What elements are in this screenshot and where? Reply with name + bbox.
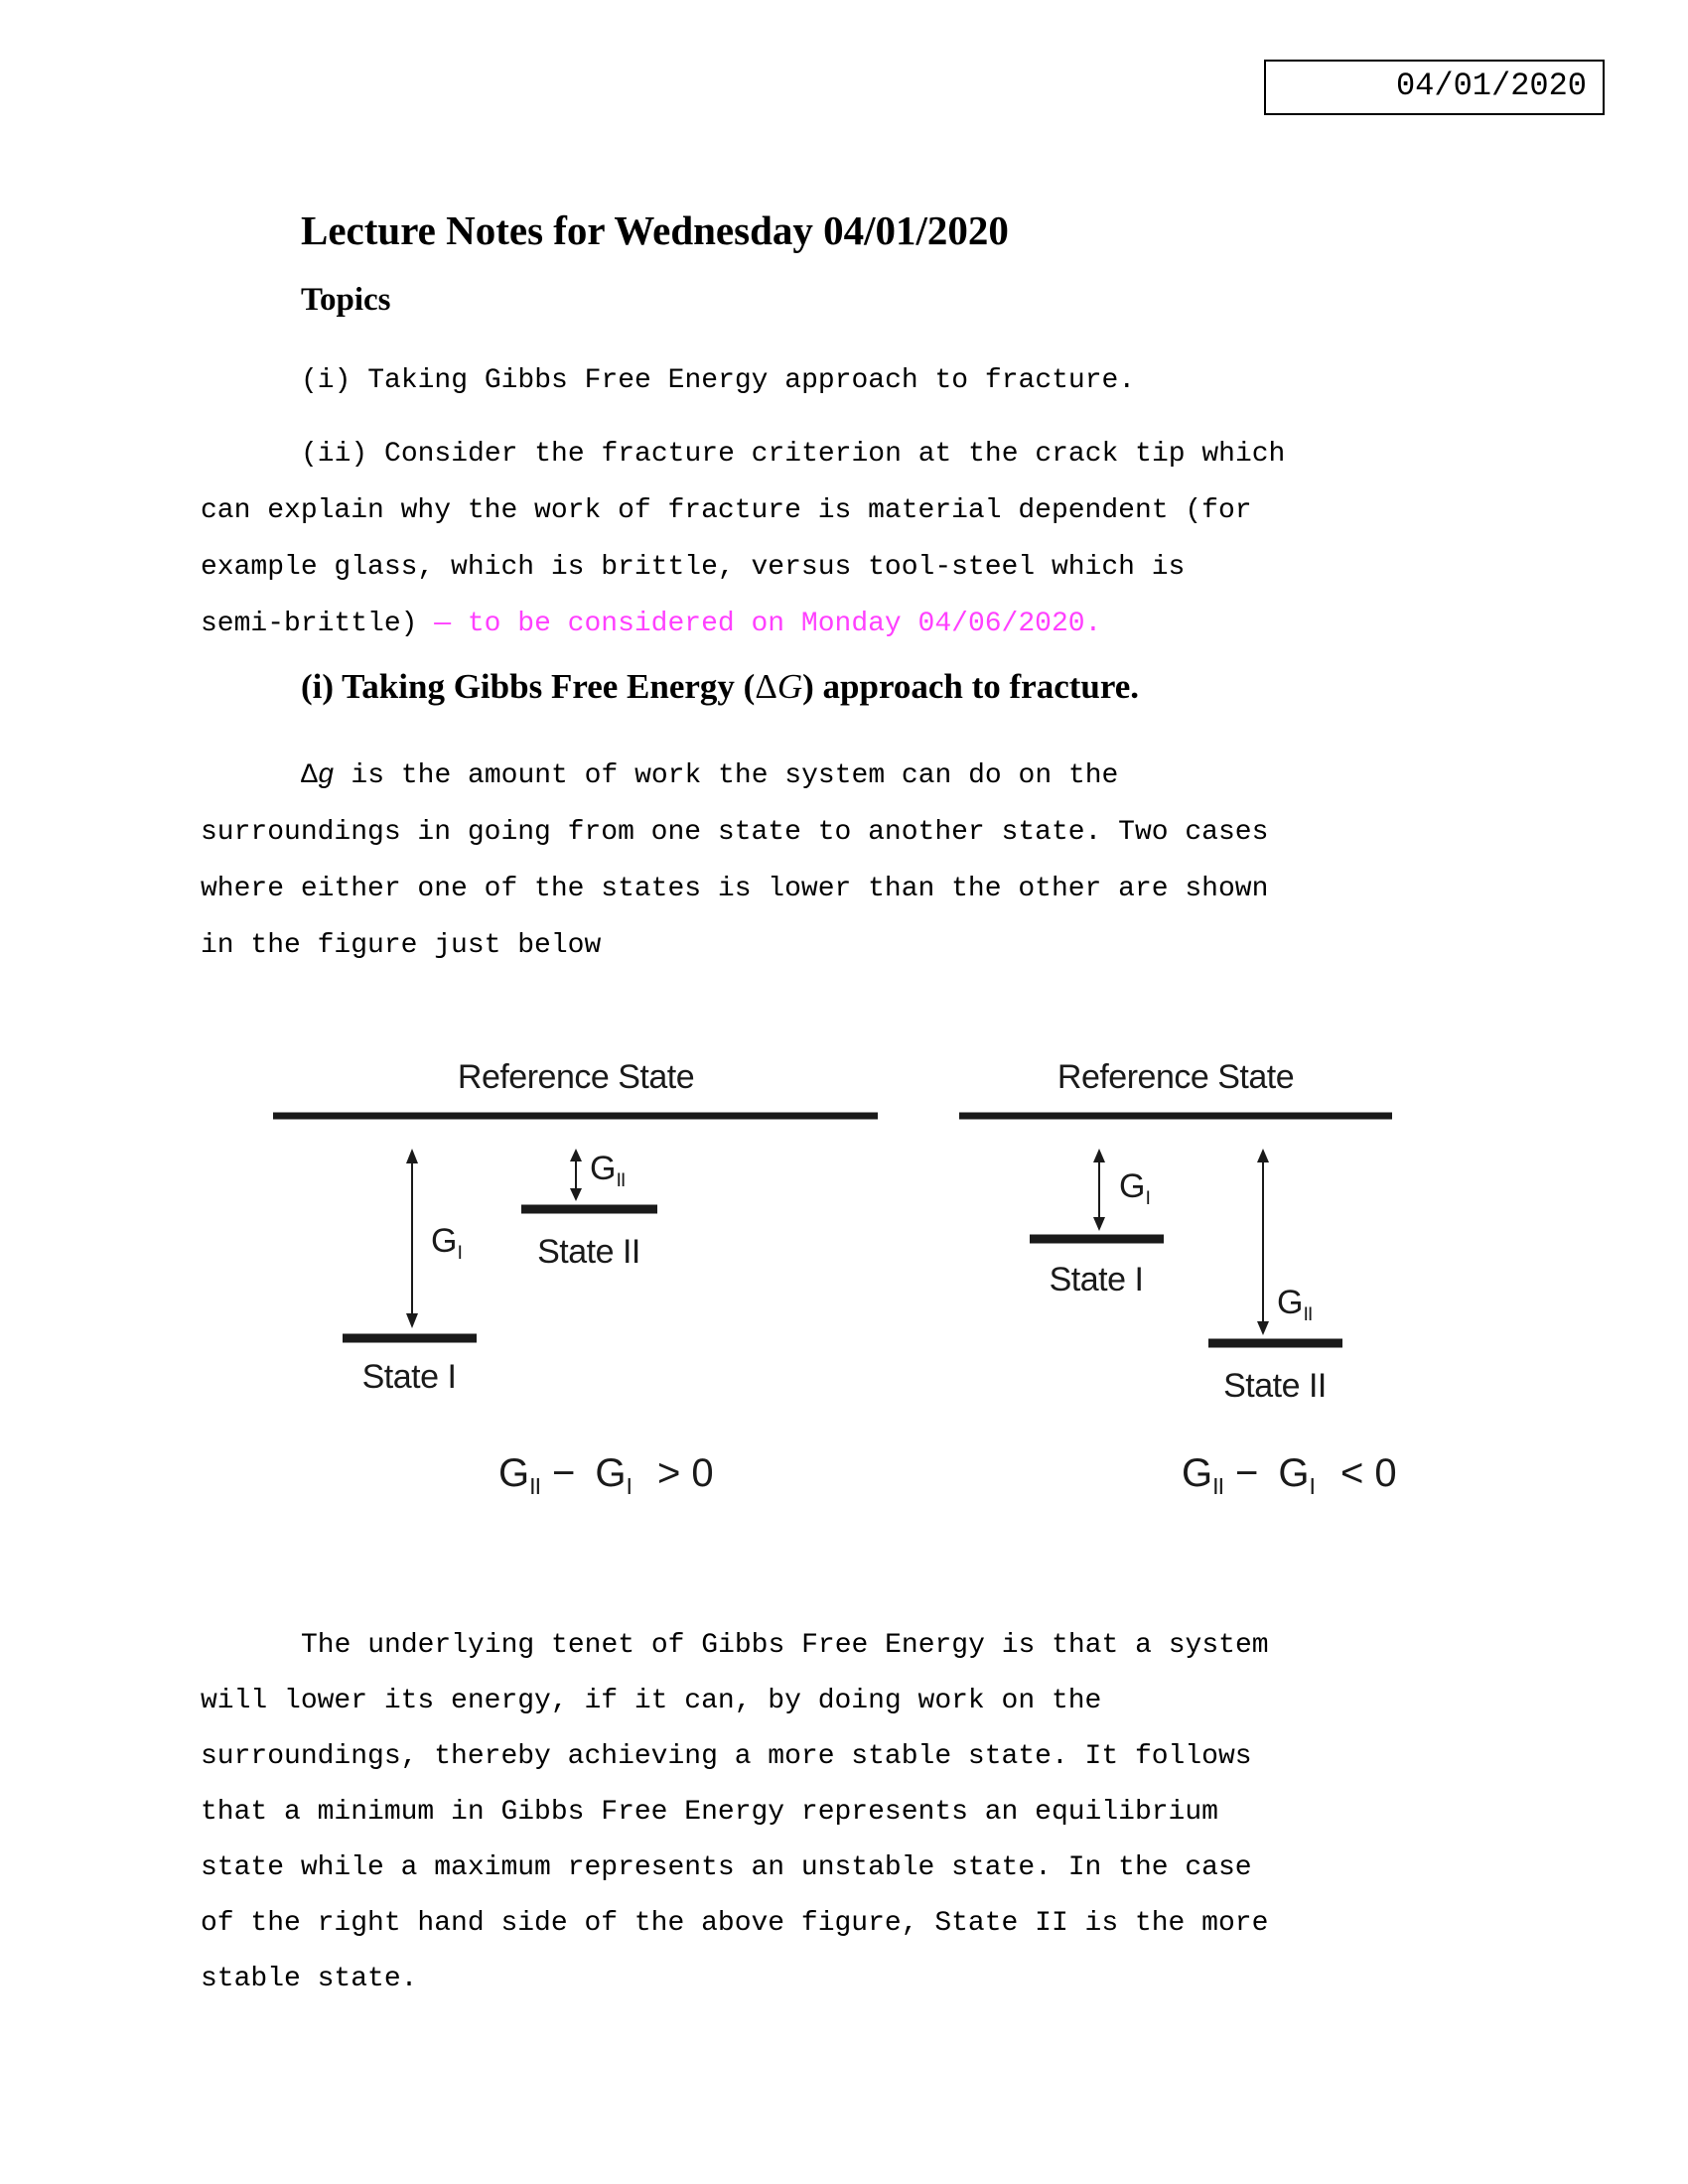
- g1-sub: I: [1145, 1186, 1150, 1209]
- formula-left-g1: G: [595, 1451, 627, 1495]
- date-text: 04/01/2020: [1395, 68, 1587, 104]
- state1-label-left: State I: [361, 1358, 457, 1396]
- state2-label-right: State II: [1223, 1367, 1327, 1405]
- para2-line2: will lower its energy, if it can, by doing work on the: [201, 1686, 1102, 1716]
- g2-base: G: [1277, 1284, 1304, 1321]
- para2-line3: surroundings, thereby achieving a more stable state. It follows: [201, 1741, 1252, 1772]
- g1-base: G: [1119, 1167, 1146, 1205]
- topic-item-ii-line2: can explain why the work of fracture is material dependent (for: [201, 495, 1252, 526]
- delta-g-delta: Δ: [301, 760, 318, 791]
- g2-label-right: [1277, 1284, 1313, 1325]
- formula-left: [498, 1451, 714, 1500]
- topic-item-ii-line3: example glass, which is brittle, versus tool-steel which is: [201, 552, 1186, 583]
- formula-left-g2-sub: II: [529, 1473, 541, 1500]
- g2-label-left: [590, 1150, 626, 1191]
- para2-line7: stable state.: [201, 1964, 418, 1994]
- formula-right-g1: G: [1278, 1451, 1310, 1495]
- formula-left-minus: −: [552, 1451, 576, 1495]
- formula-left-g1-sub: I: [626, 1473, 632, 1500]
- para1-line3: where either one of the states is lower than the other are shown: [201, 874, 1269, 904]
- due-date-note: — to be considered on Monday 04/06/2020.: [434, 609, 1102, 639]
- delta-g-g: g: [317, 760, 335, 791]
- topic-item-ii-line1: (ii) Consider the fracture criterion at the crack tip which: [301, 439, 1286, 470]
- para1-line1-rest: is the amount of work the system can do on the: [334, 760, 1119, 791]
- g1-arrow-left: [406, 1149, 418, 1328]
- formula-right-g2: G: [1182, 1451, 1213, 1495]
- g2-sub: II: [616, 1168, 626, 1191]
- reference-state-label-left: Reference State: [457, 1058, 695, 1096]
- formula-left-g2: G: [498, 1451, 530, 1495]
- g1-label-left: [431, 1222, 462, 1264]
- g1-base: G: [431, 1222, 458, 1260]
- page-title: Lecture Notes for Wednesday 04/01/2020: [301, 207, 1009, 253]
- line4-black-part: semi-brittle): [201, 609, 435, 639]
- g-symbol: G: [776, 667, 803, 706]
- topics-heading: Topics: [301, 282, 391, 318]
- g2-base: G: [590, 1150, 617, 1187]
- section-heading: [301, 667, 1139, 707]
- g2-arrow-left: [570, 1149, 582, 1201]
- state2-label-left: State II: [537, 1233, 640, 1271]
- section-heading-prefix: (i) Taking Gibbs Free Energy (: [301, 667, 756, 706]
- para2-line6: of the right hand side of the above figure, State II is the more: [201, 1908, 1269, 1939]
- para1-line1: [301, 749, 1118, 803]
- formula-right-g1-sub: I: [1309, 1473, 1315, 1500]
- para1-line4: in the figure just below: [201, 930, 602, 961]
- topic-item-i: (i) Taking Gibbs Free Energy approach to fracture.: [301, 365, 1136, 396]
- g1-sub: I: [457, 1241, 462, 1264]
- section-heading-suffix: ) approach to fracture.: [802, 667, 1140, 706]
- para2-line5: state while a maximum represents an unstable state. In the case: [201, 1852, 1252, 1883]
- formula-right-g2-sub: II: [1212, 1473, 1224, 1500]
- g2-arrow-right: [1257, 1149, 1269, 1335]
- g2-sub: II: [1303, 1302, 1313, 1325]
- delta-symbol: Δ: [755, 667, 777, 706]
- state1-label-right: State I: [1049, 1261, 1144, 1298]
- g1-label-right: [1119, 1167, 1150, 1209]
- formula-right: [1182, 1451, 1397, 1500]
- formula-right-comparison: < 0: [1339, 1451, 1397, 1495]
- para2-line1: The underlying tenet of Gibbs Free Energy is that a system: [301, 1630, 1269, 1661]
- para1-line2: surroundings in going from one state to another state. Two cases: [201, 817, 1269, 848]
- date-box: [1264, 60, 1605, 115]
- formula-left-comparison: > 0: [656, 1451, 714, 1495]
- reference-state-label-right: Reference State: [1056, 1058, 1295, 1096]
- formula-right-minus: −: [1235, 1451, 1259, 1495]
- g1-arrow-right: [1093, 1149, 1105, 1231]
- para2-line4: that a minimum in Gibbs Free Energy represents an equilibrium: [201, 1797, 1218, 1828]
- topic-item-ii-line4: [201, 597, 1101, 651]
